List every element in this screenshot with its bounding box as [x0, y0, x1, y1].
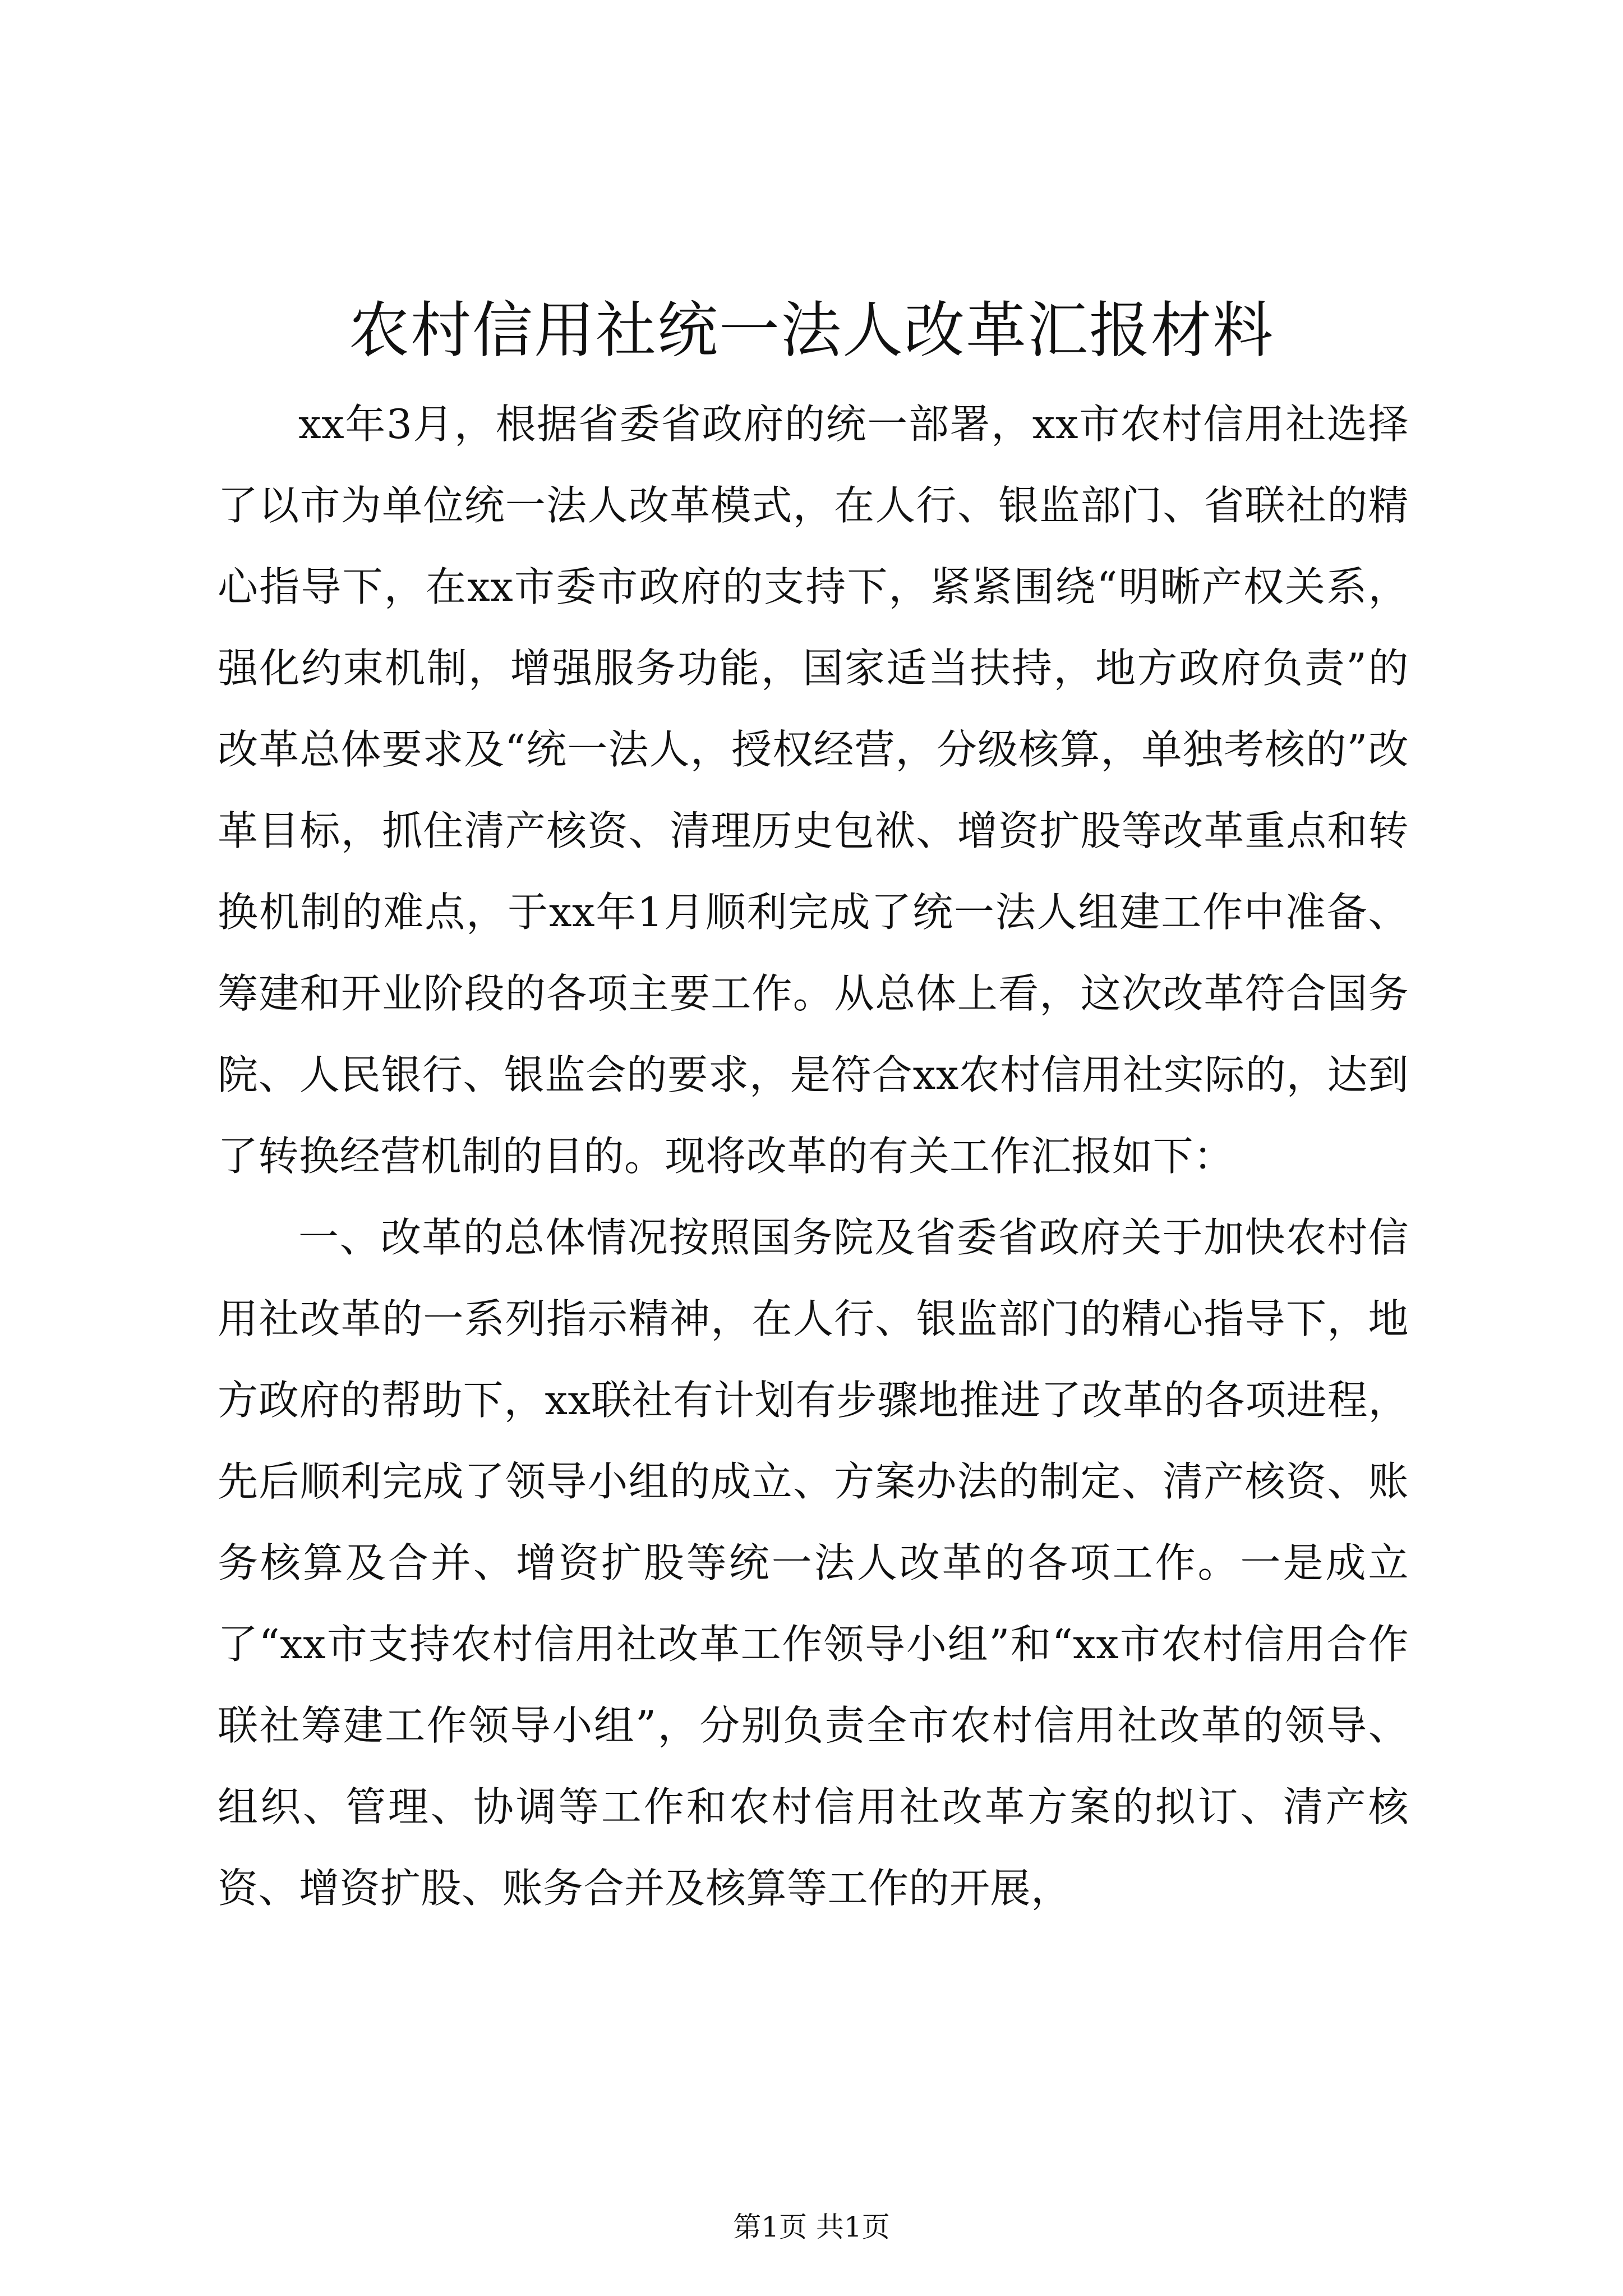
page-number-footer: 第1页 共1页 — [733, 2211, 890, 2243]
paragraph-section-one: 一、改革的总体情况按照国务院及省委省政府关于加快农村信用社改革的一系列指示精神，在人行、银监部门的精心指导下，地方政府的帮助下，xx联社有计划有步骤地推进了改革的各项进程，先后顺利完成了领导小组的成立、方案办法的制定、清产核资、账务核算及合并、增资扩股等统一法人改革的各项工作。一是成立了“xx市支持农村信用社改革工作领导小组”和“xx市农村信用合作联社筹建工作领导小组”，分别负责全市农村信用社改革的领导、组织、管理、协调等工作和农村信用社改革方案的拟订、清产核资、增资扩股、账务合并及核算等工作的开展， — [218, 1214, 1409, 1912]
document-title: 农村信用社统一法人改革汇报材料 — [348, 296, 1274, 366]
document-body — [218, 384, 1409, 1929]
paragraph-intro: xx年3月，根据省委省政府的统一部署，xx市农村信用社选择了以市为单位统一法人改革模式，在人行、银监部门、省联社的精心指导下，在xx市委市政府的支持下，紧紧围绕“明晰产权关系，强化约束机制，增强服务功能，国家适当扶持，地方政府负责”的改革总体要求及“统一法人，授权经营，分级核算，单独考核的”改革目标，抓住清产核资、清理历史包袱、增资扩股等改革重点和转换机制的难点，于xx年1月顺利完成了统一法人组建工作中准备、筹建和开业阶段的各项主要工作。从总体上看，这次改革符合国务院、人民银行、银监会的要求，是符合xx农村信用社实际的，达到了转换经营机制的目的。现将改革的有关工作汇报如下： — [218, 401, 1409, 1180]
